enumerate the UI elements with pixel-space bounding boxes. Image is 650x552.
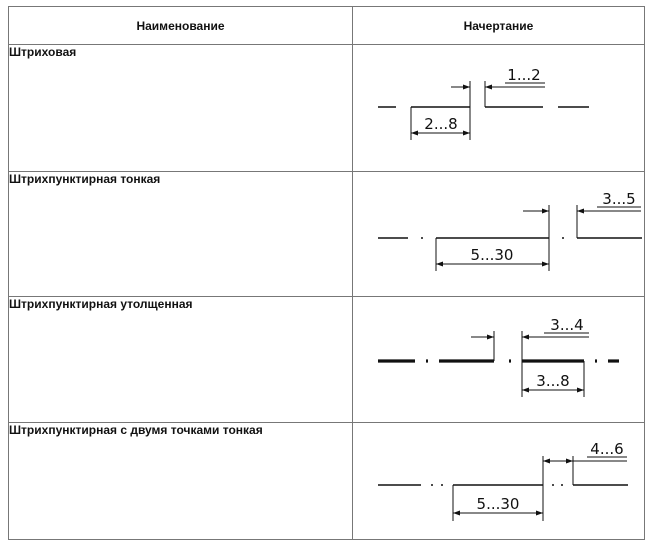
dimension-label: 5...30 [476,495,520,513]
dimension-label: 3...8 [536,372,570,390]
dash-dot-thick-drawing [353,297,645,422]
row-drawing [353,423,645,540]
dimension-label: 5...30 [470,246,514,264]
arrow-head [542,209,549,214]
row-drawing [353,45,645,172]
dash-two-dots-thin-drawing [353,423,645,539]
arrow-head [536,511,543,516]
arrow-head [487,335,494,340]
row-name: Штрихпунктирная утолщенная [9,297,353,423]
row-name: Штрихпунктирная с двумя точками тонкая [9,423,353,540]
header-name: Наименование [9,7,353,45]
arrow-head [522,388,529,393]
line-types-table [8,6,645,540]
row-name: Штриховая [9,45,353,172]
dash-dot-thin-drawing [353,172,645,296]
dimension-label: 3...5 [602,190,636,208]
row-name: Штрихпунктирная тонкая [9,172,353,297]
dimension-label: 3...4 [550,316,584,334]
dashed-line-drawing [353,45,645,171]
arrow-head [436,262,443,267]
table-row [9,297,645,423]
arrow-head [463,131,470,136]
arrow-head [566,459,573,464]
arrow-head [463,85,470,90]
arrow-head [411,131,418,136]
arrow-head [543,459,550,464]
row-drawing [353,297,645,423]
table-row [9,45,645,172]
arrow-head [522,335,529,340]
arrow-head [542,262,549,267]
arrow-head [453,511,460,516]
arrow-head [577,388,584,393]
table-header-row [9,7,645,45]
table-row [9,423,645,540]
arrow-head [577,209,584,214]
table-row [9,172,645,297]
dimension-label: 1...2 [507,66,541,84]
dimension-label: 4...6 [590,440,624,458]
dimension-label: 2...8 [424,115,458,133]
arrow-head [485,85,492,90]
header-drawing: Начертание [353,7,645,45]
row-drawing [353,172,645,297]
